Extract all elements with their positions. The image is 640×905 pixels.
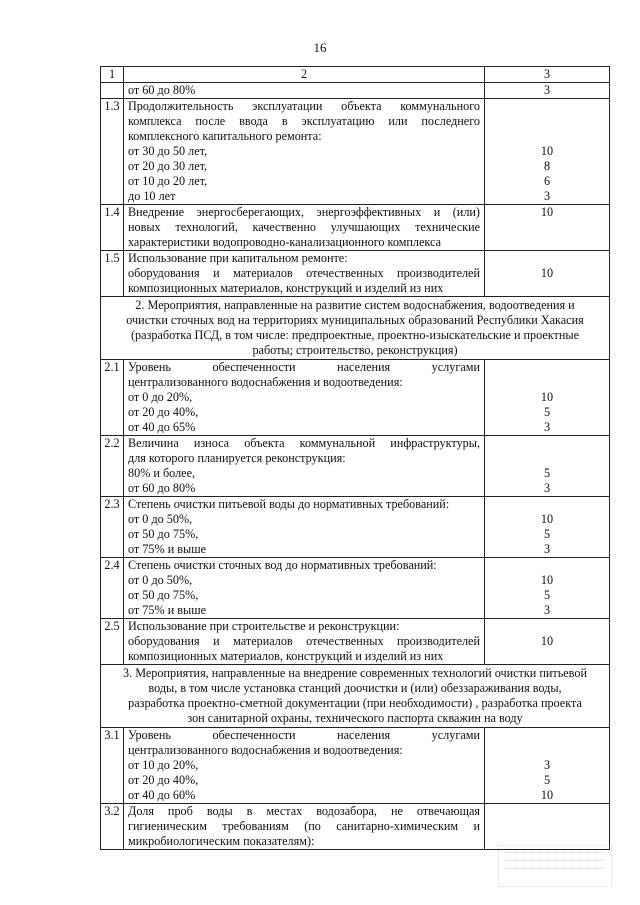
row-number: 1.5: [101, 251, 124, 297]
row-values: 3 5 10: [485, 728, 610, 804]
row-values: 10 5 3: [485, 558, 610, 619]
row-number: 1.3: [101, 99, 124, 205]
row-values: 10 5 3: [485, 360, 610, 436]
table-row-2-1: [101, 360, 610, 436]
section-2-heading: 2. Мероприятия, направленные на развитие систем водоснабжения, водоотведения и очистки сточных вод на территориях муниципальных образований Республики Хакасия (разработка ПСД, в том числе: предпроектные, проектно-изыскательские и проектные работы; строительство, реконструкция): [101, 297, 610, 360]
row-number: 3.2: [101, 804, 124, 850]
table-row-3-1: [101, 728, 610, 804]
row-number: 2.5: [101, 619, 124, 665]
row-value: 10: [485, 205, 610, 251]
row-values: 10 8 6 3: [485, 99, 610, 205]
page-number: 16: [313, 40, 327, 55]
faint-stamp-mark: [498, 845, 612, 887]
table-row-1-4: [101, 205, 610, 251]
section-3-heading: 3. Мероприятия, направленные на внедрение современных технологий очистки питьевой воды, в том числе установка станций доочистки и (или) обеззараживания воды, разработка проектно-сметной документации (при необходимости) , разработка проекта зон санитарной охраны, технического паспорта скважин на воду: [101, 665, 610, 728]
row-text: Доля проб воды в местах водозабора, не отвечающая гигиеническим требованиям (по санитарно-химическим и микробиологическим показателям):: [124, 804, 485, 850]
row-value: 10: [485, 251, 610, 297]
section-2-heading-row: [101, 297, 610, 360]
row-value: 3: [485, 83, 610, 99]
row-number: 2.2: [101, 436, 124, 497]
row-value: [485, 804, 610, 850]
table-row-1-3: [101, 99, 610, 205]
row-number: 2.4: [101, 558, 124, 619]
row-values: 10 5 3: [485, 497, 610, 558]
row-text: Уровень обеспеченности населения услугами централизованного водоснабжения и водоотведения: от 0 до 20%, от 20 до 40%, от 40 до 65%: [124, 360, 485, 436]
row-number: 2.1: [101, 360, 124, 436]
table-row-3-2: [101, 804, 610, 850]
row-text: Внедрение энергосберегающих, энергоэффективных и (или) новых технологий, качественно улучшающих технические характеристики водопроводно-канализационного комплекса: [124, 205, 485, 251]
table-row-2-5: [101, 619, 610, 665]
row-values: 5 3: [485, 436, 610, 497]
row-text: Использование при капитальном ремонте: оборудования и материалов отечественных производителей композиционных материалов, конструкций и изделий из них: [124, 251, 485, 297]
row-text: Использование при строительстве и реконструкции: оборудования и материалов отечественных производителей композиционных материалов, конструкций и изделий из них: [124, 619, 485, 665]
row-number: 3.1: [101, 728, 124, 804]
table-row-1-5: [101, 251, 610, 297]
header-col-3: 3: [485, 67, 610, 83]
section-3-heading-row: [101, 665, 610, 728]
row-value: 10: [485, 619, 610, 665]
row-text: Уровень обеспеченности населения услугами централизованного водоснабжения и водоотведения: от 10 до 20%, от 20 до 40%, от 40 до 60%: [124, 728, 485, 804]
header-col-1: 1: [101, 67, 124, 83]
table-row-2-4: [101, 558, 610, 619]
table-row-2-2: [101, 436, 610, 497]
criteria-table: [100, 66, 610, 850]
header-col-2: 2: [124, 67, 485, 83]
row-text: Продолжительность эксплуатации объекта коммунального комплекса после ввода в эксплуатацию или последнего комплексного капитального ремонта: от 30 до 50 лет, от 20 до 30 лет, от 10 до 20 лет, до 10 лет: [124, 99, 485, 205]
row-text: Величина износа объекта коммунальной инфраструктуры, для которого планируется реконструкция: 80% и более, от 60 до 80%: [124, 436, 485, 497]
row-text: от 60 до 80%: [124, 83, 485, 99]
row-text: Степень очистки питьевой воды до нормативных требований: от 0 до 50%, от 50 до 75%, от 75% и выше: [124, 497, 485, 558]
table-row: [101, 83, 610, 99]
table-row-2-3: [101, 497, 610, 558]
row-number: 2.3: [101, 497, 124, 558]
row-number: 1.4: [101, 205, 124, 251]
row-text: Степень очистки сточных вод до нормативных требований: от 0 до 50%, от 50 до 75%, от 75% и выше: [124, 558, 485, 619]
table-header-row: [101, 67, 610, 83]
